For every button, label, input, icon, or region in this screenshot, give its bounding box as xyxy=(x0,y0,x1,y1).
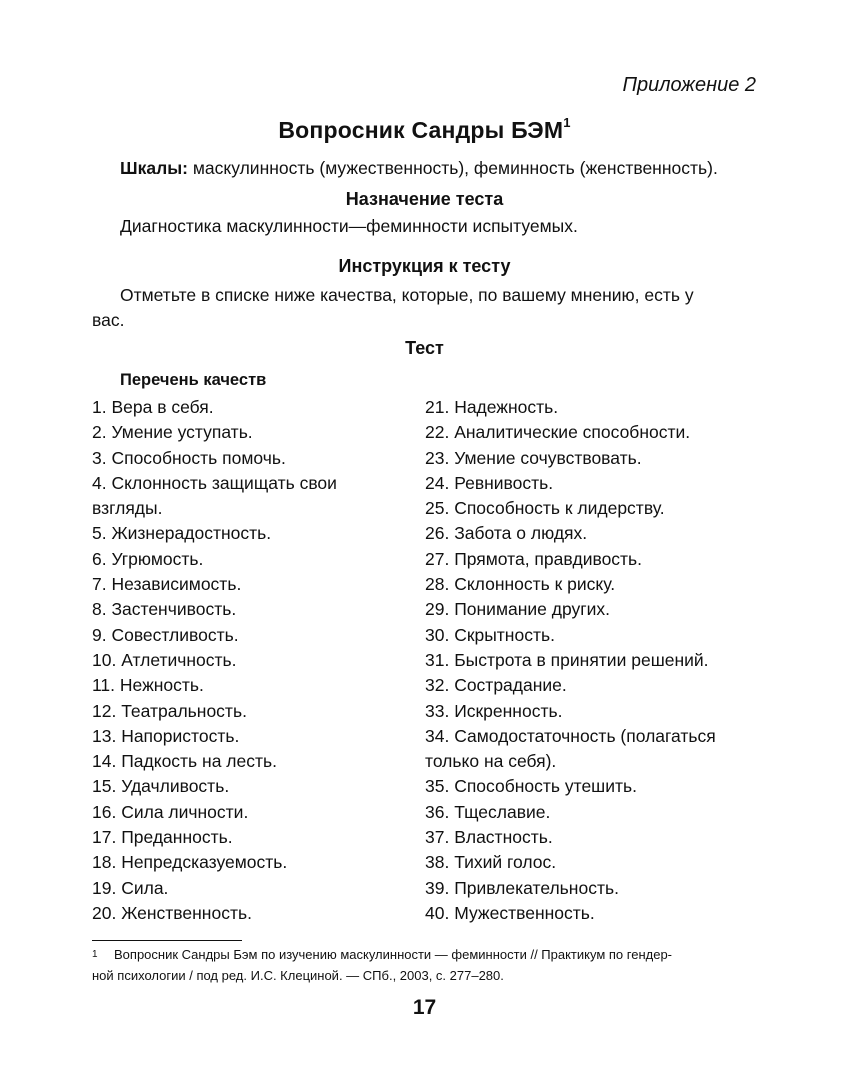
test-heading: Тест xyxy=(405,338,444,358)
list-item: 26. Забота о людях. xyxy=(425,523,588,544)
instruction-line-2: вас. xyxy=(92,310,125,330)
list-item: 2. Умение уступать. xyxy=(92,422,253,443)
list-item: 4. Склонность защищать свои xyxy=(92,472,337,493)
list-item: 10. Атлетичность. xyxy=(92,649,237,670)
list-item: 37. Властность. xyxy=(425,827,553,848)
list-item: 24. Ревнивость. xyxy=(425,472,554,493)
page-number: 17 xyxy=(412,996,437,1019)
qualities-list-left xyxy=(92,395,392,926)
list-item: 38. Тихий голос. xyxy=(425,852,557,873)
footnote-divider xyxy=(92,940,242,941)
footnote xyxy=(92,944,757,986)
footnote-mark: 1 xyxy=(92,949,98,960)
list-heading: Перечень качеств xyxy=(120,371,267,389)
list-item: 32. Сострадание. xyxy=(425,675,567,696)
purpose-text: Диагностика маскулинности—феминности испытуемых. xyxy=(120,216,578,236)
title-footnote-mark: 1 xyxy=(563,115,571,130)
list-item: 28. Склонность к риску. xyxy=(425,574,616,595)
list-item: 27. Прямота, правдивость. xyxy=(425,548,643,569)
list-item: 36. Тщеславие. xyxy=(425,801,551,822)
list-item: 25. Способность к лидерству. xyxy=(425,498,665,519)
list-item: 19. Сила. xyxy=(92,877,169,898)
list-item: 12. Театральность. xyxy=(92,700,247,721)
list-item: взгляды. xyxy=(92,498,163,519)
list-item: 22. Аналитические способности. xyxy=(425,422,691,443)
scales-text: маскулинность (мужественность), феминность (женственность). xyxy=(192,158,718,178)
list-item: 5. Жизнерадостность. xyxy=(92,523,272,544)
list-item: 16. Сила личности. xyxy=(92,801,249,822)
footnote-line-2: ной психологии / под ред. И.С. Клециной. — СПб., 2003, с. 277–280. xyxy=(92,968,504,983)
page-title xyxy=(0,117,849,144)
list-item: 23. Умение сочувствовать. xyxy=(425,447,642,468)
list-item: 29. Понимание других. xyxy=(425,599,611,620)
footnote-text-1: Вопросник Сандры Бэм по изучению маскулинности — феминности // Практикум по гендер- xyxy=(114,947,673,962)
list-item: 9. Совестливость. xyxy=(92,624,239,645)
list-item: 3. Способность помочь. xyxy=(92,447,286,468)
list-item: 18. Непредсказуемость. xyxy=(92,852,288,873)
list-item: 40. Мужественность. xyxy=(425,902,595,923)
list-item: 8. Застенчивость. xyxy=(92,599,237,620)
title-text: Вопросник Сандры БЭМ xyxy=(278,117,564,143)
instruction-line-1: Отметьте в списке ниже качества, которые, по вашему мнению, есть у xyxy=(120,285,694,305)
appendix-label: Приложение 2 xyxy=(622,74,756,96)
list-item: 11. Нежность. xyxy=(92,675,204,696)
instruction-heading: Инструкция к тесту xyxy=(338,256,511,276)
scales-line xyxy=(120,158,718,179)
list-item: 35. Способность утешить. xyxy=(425,776,637,797)
list-item: 15. Удачливость. xyxy=(92,776,230,797)
footnote-line-1 xyxy=(92,944,757,965)
list-item: 34. Самодостаточность (полагаться xyxy=(425,725,716,746)
list-item: 39. Привлекательность. xyxy=(425,877,619,898)
list-item: только на себя). xyxy=(425,751,557,772)
list-item: 21. Надежность. xyxy=(425,397,559,417)
list-item: 17. Преданность. xyxy=(92,827,233,848)
scales-label: Шкалы: xyxy=(120,158,188,178)
list-item: 33. Искренность. xyxy=(425,700,563,721)
list-item: 13. Напористость. xyxy=(92,725,240,746)
list-item: 31. Быстрота в принятии решений. xyxy=(425,649,709,670)
list-item: 1. Вера в себя. xyxy=(92,397,214,417)
list-item: 7. Независимость. xyxy=(92,574,242,595)
list-item: 30. Скрытность. xyxy=(425,624,555,645)
qualities-list-right xyxy=(425,395,755,926)
list-item: 6. Угрюмость. xyxy=(92,548,204,569)
purpose-heading: Назначение теста xyxy=(345,189,504,209)
list-item: 14. Падкость на лесть. xyxy=(92,751,277,772)
list-item: 20. Женственность. xyxy=(92,902,252,923)
